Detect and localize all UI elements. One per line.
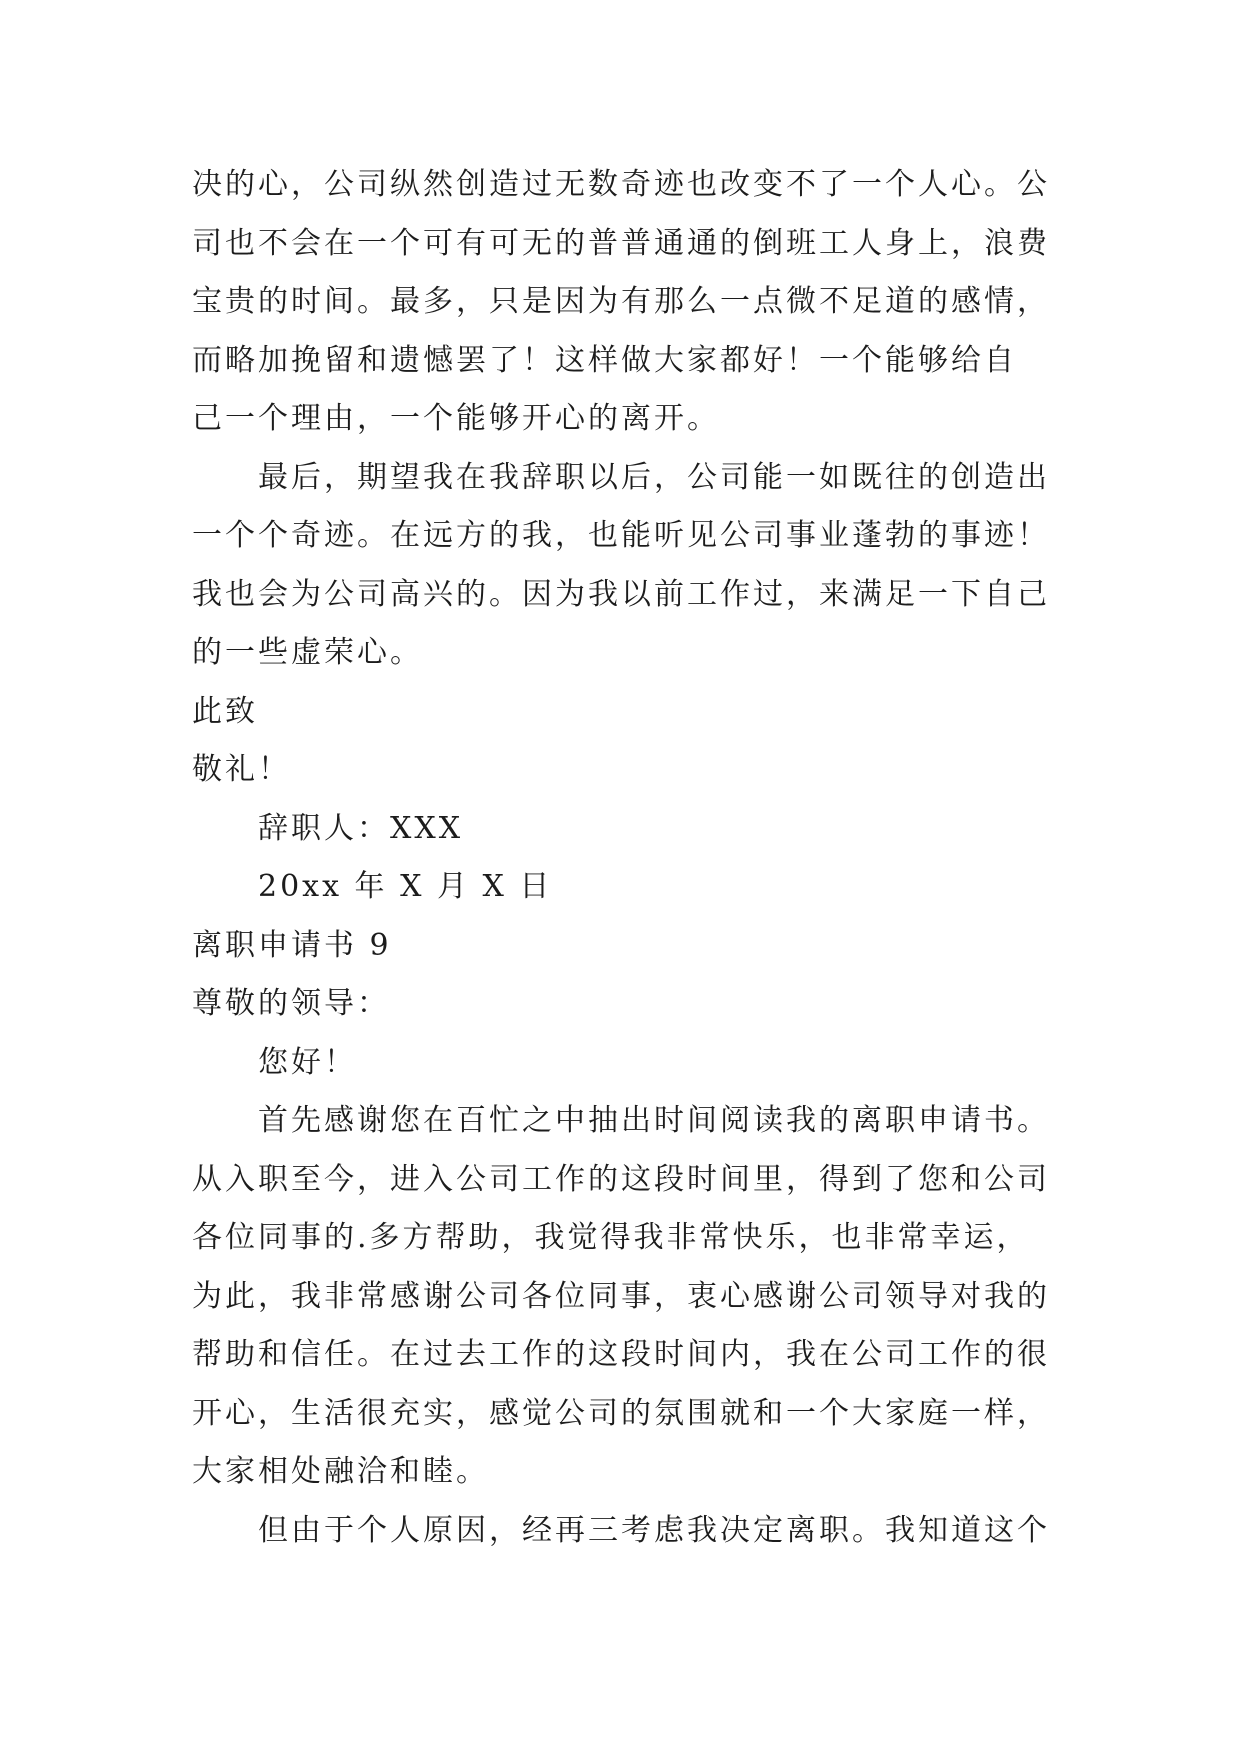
paragraph-line: 一个个奇迹。在远方的我，也能听见公司事业蓬勃的事迹！ <box>192 518 1050 553</box>
document-body <box>192 156 1182 1560</box>
paragraph-line: 帮助和信任。在过去工作的这段时间内，我在公司工作的很 <box>192 1337 1050 1372</box>
previous-letter-paragraph-end <box>192 156 1182 449</box>
regards: 敬礼！ <box>192 752 291 787</box>
signature: 辞职人：XXX <box>258 810 464 846</box>
paragraph-line: 而略加挽留和遗憾罢了！这样做大家都好！一个能够给自 <box>192 342 1017 378</box>
paragraph-line: 司也不会在一个可有可无的普普通通的倒班工人身上，浪费 <box>192 225 1050 261</box>
addressee: 尊敬的领导： <box>192 986 390 1021</box>
paragraph-line: 从入职至今，进入公司工作的这段时间里，得到了您和公司 <box>192 1161 1050 1197</box>
greeting: 您好！ <box>258 1044 357 1080</box>
letter-paragraph-2 <box>192 1502 1182 1561</box>
date: 20xx 年 X 月 X 日 <box>258 869 553 904</box>
paragraph-line: 为此，我非常感谢公司各位同事，衷心感谢公司领导对我的 <box>192 1278 1050 1314</box>
paragraph-line: 己一个理由，一个能够开心的离开。 <box>192 401 720 436</box>
letter-title: 离职申请书 9 <box>192 927 392 963</box>
paragraph-line: 开心，生活很充实，感觉公司的氛围就和一个大家庭一样， <box>192 1395 1050 1431</box>
paragraph-line: 的一些虚荣心。 <box>192 635 423 670</box>
letter-paragraph-1 <box>192 1092 1182 1502</box>
paragraph-line: 我也会为公司高兴的。因为我以前工作过，来满足一下自己 <box>192 576 1050 612</box>
paragraph-line: 首先感谢您在百忙之中抽出时间阅读我的离职申请书。 <box>258 1103 1050 1138</box>
previous-letter-closing-paragraph <box>192 449 1182 683</box>
paragraph-line: 各位同事的.多方帮助，我觉得我非常快乐，也非常幸运， <box>192 1220 1030 1255</box>
paragraph-line: 最后，期望我在我辞职以后，公司能一如既往的创造出 <box>258 459 1050 495</box>
paragraph-line: 宝贵的时间。最多，只是因为有那么一点微不足道的感情， <box>192 284 1050 319</box>
paragraph-line: 大家相处融洽和睦。 <box>192 1454 489 1489</box>
paragraph-line: 但由于个人原因，经再三考虑我决定离职。我知道这个 <box>258 1512 1050 1548</box>
paragraph-line: 决的心，公司纵然创造过无数奇迹也改变不了一个人心。公 <box>192 167 1050 202</box>
closing-phrase: 此致 <box>192 693 258 729</box>
